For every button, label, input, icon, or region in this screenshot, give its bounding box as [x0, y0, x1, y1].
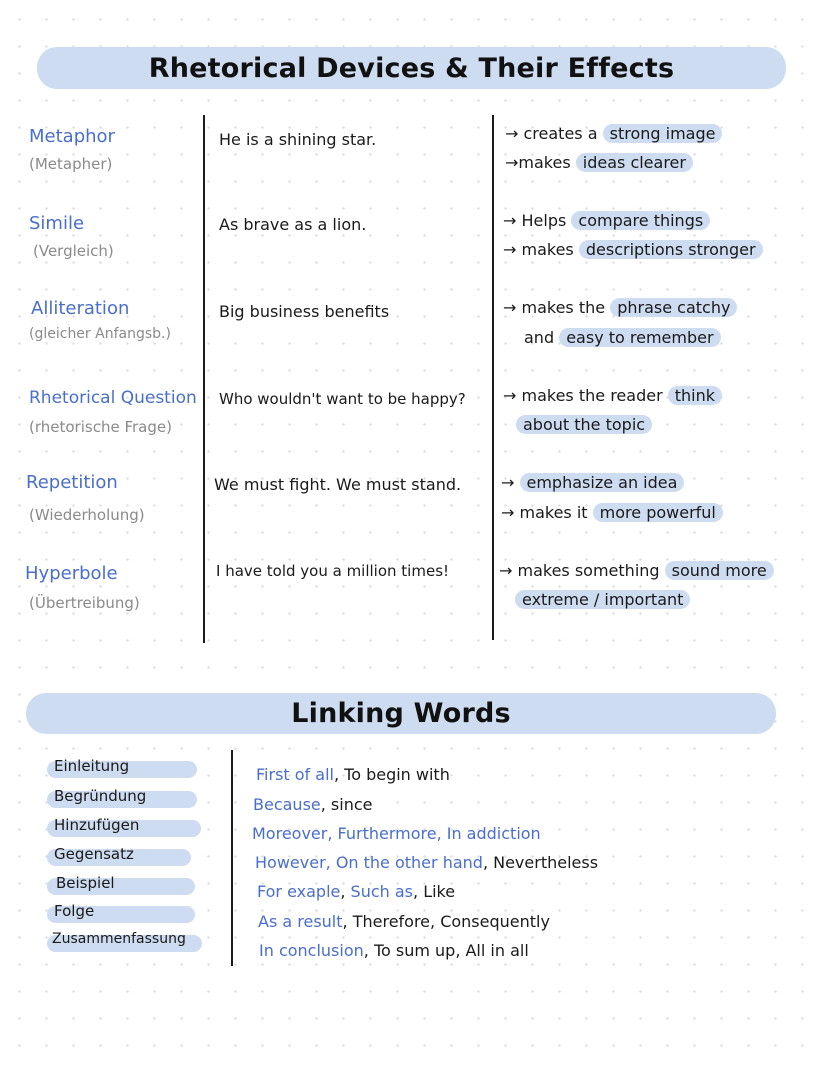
effect-text: → makes something [499, 561, 660, 580]
effect-text: → Helps [503, 211, 567, 230]
effect-highlight: strong image [603, 124, 723, 143]
effect-line [501, 503, 723, 522]
effect-text: →makes [505, 153, 571, 172]
category-label: Beispiel [56, 874, 115, 892]
category-label: Gegensatz [54, 845, 134, 863]
effect-line [515, 590, 690, 609]
category-label: Hinzufügen [54, 816, 140, 834]
section-title: Linking Words [291, 698, 511, 729]
device-example: Big business benefits [219, 302, 390, 321]
device-example: As brave as a lion. [219, 215, 367, 234]
effect-text: → makes the reader [503, 386, 663, 405]
device-example: He is a shining star. [219, 130, 377, 149]
linking-word: , To begin with [333, 765, 450, 784]
section-title: Rhetorical Devices & Their Effects [148, 52, 675, 84]
effect-highlight: phrase catchy [610, 298, 737, 317]
effect-text: and [524, 328, 555, 347]
column-divider [492, 115, 494, 640]
device-term-german: (gleicher Anfangsb.) [29, 326, 171, 342]
device-example: We must fight. We must stand. [214, 475, 462, 494]
effect-highlight: descriptions stronger [579, 240, 763, 259]
effect-text: → [501, 473, 515, 492]
effect-line [499, 561, 774, 580]
effect-line [505, 153, 693, 172]
device-example: Who wouldn't want to be happy? [219, 390, 466, 408]
effect-line [501, 473, 684, 492]
effect-highlight: more powerful [593, 503, 723, 522]
effect-line [503, 240, 763, 259]
effect-line [505, 124, 722, 143]
linking-word: As a result [258, 912, 343, 931]
linking-words-line [252, 824, 541, 843]
linking-word: , Nevertheless [482, 853, 599, 872]
device-term: Metaphor [29, 126, 115, 147]
linking-word: , since [320, 795, 373, 814]
effect-line [503, 386, 722, 405]
linking-words-line [257, 882, 455, 901]
device-term: Rhetorical Question [29, 388, 197, 408]
linking-word: , Therefore, Consequently [342, 912, 550, 931]
linking-word: For exaple [257, 882, 341, 901]
effect-highlight: about the topic [516, 415, 652, 434]
device-term: Hyperbole [25, 563, 118, 584]
linking-words-line [256, 765, 450, 784]
effect-line [524, 328, 721, 347]
effect-highlight: ideas clearer [576, 153, 693, 172]
linking-word: Such as [350, 882, 414, 901]
effect-text: → makes the [503, 298, 606, 317]
linking-words-line [259, 941, 529, 960]
linking-word: However, On the other hand [255, 853, 483, 872]
linking-word: Because [253, 795, 321, 814]
effect-text: → makes it [501, 503, 588, 522]
linking-word: , Like [413, 882, 456, 901]
device-term-german: (Vergleich) [33, 242, 114, 260]
category-label: Einleitung [54, 757, 130, 775]
effect-highlight: emphasize an idea [520, 473, 685, 492]
section-banner-linking-words [26, 693, 776, 734]
linking-words-line [253, 795, 372, 814]
effect-highlight: compare things [571, 211, 710, 230]
effect-line [503, 211, 710, 230]
effect-highlight: easy to remember [559, 328, 720, 347]
linking-words-line [255, 853, 598, 872]
device-term: Alliteration [31, 298, 130, 319]
linking-word: In conclusion [259, 941, 364, 960]
category-label: Folge [54, 902, 95, 920]
effect-line [516, 415, 652, 434]
device-term-german: (Wiederholung) [29, 506, 145, 524]
section-banner-rhetorical-devices [37, 47, 786, 89]
column-divider [231, 750, 233, 966]
linking-word: , To sum up, All in all [363, 941, 529, 960]
device-example: I have told you a million times! [216, 562, 450, 580]
effect-text: → creates a [505, 124, 598, 143]
device-term: Simile [29, 213, 85, 234]
device-term-german: (Metapher) [29, 155, 113, 173]
effect-line [503, 298, 737, 317]
effect-text: → makes [503, 240, 574, 259]
effect-highlight: sound more [665, 561, 774, 580]
linking-word: , [340, 882, 351, 901]
linking-word: Moreover, Furthermore, In addiction [252, 824, 541, 843]
linking-words-line [258, 912, 550, 931]
device-term-german: (rhetorische Frage) [29, 418, 172, 436]
linking-word: First of all [256, 765, 334, 784]
column-divider [203, 115, 205, 643]
effect-highlight: extreme / important [515, 590, 690, 609]
category-label: Zusammenfassung [52, 931, 186, 947]
device-term-german: (Übertreibung) [29, 594, 140, 612]
category-label: Begründung [54, 787, 147, 805]
device-term: Repetition [26, 472, 118, 493]
effect-highlight: think [668, 386, 722, 405]
